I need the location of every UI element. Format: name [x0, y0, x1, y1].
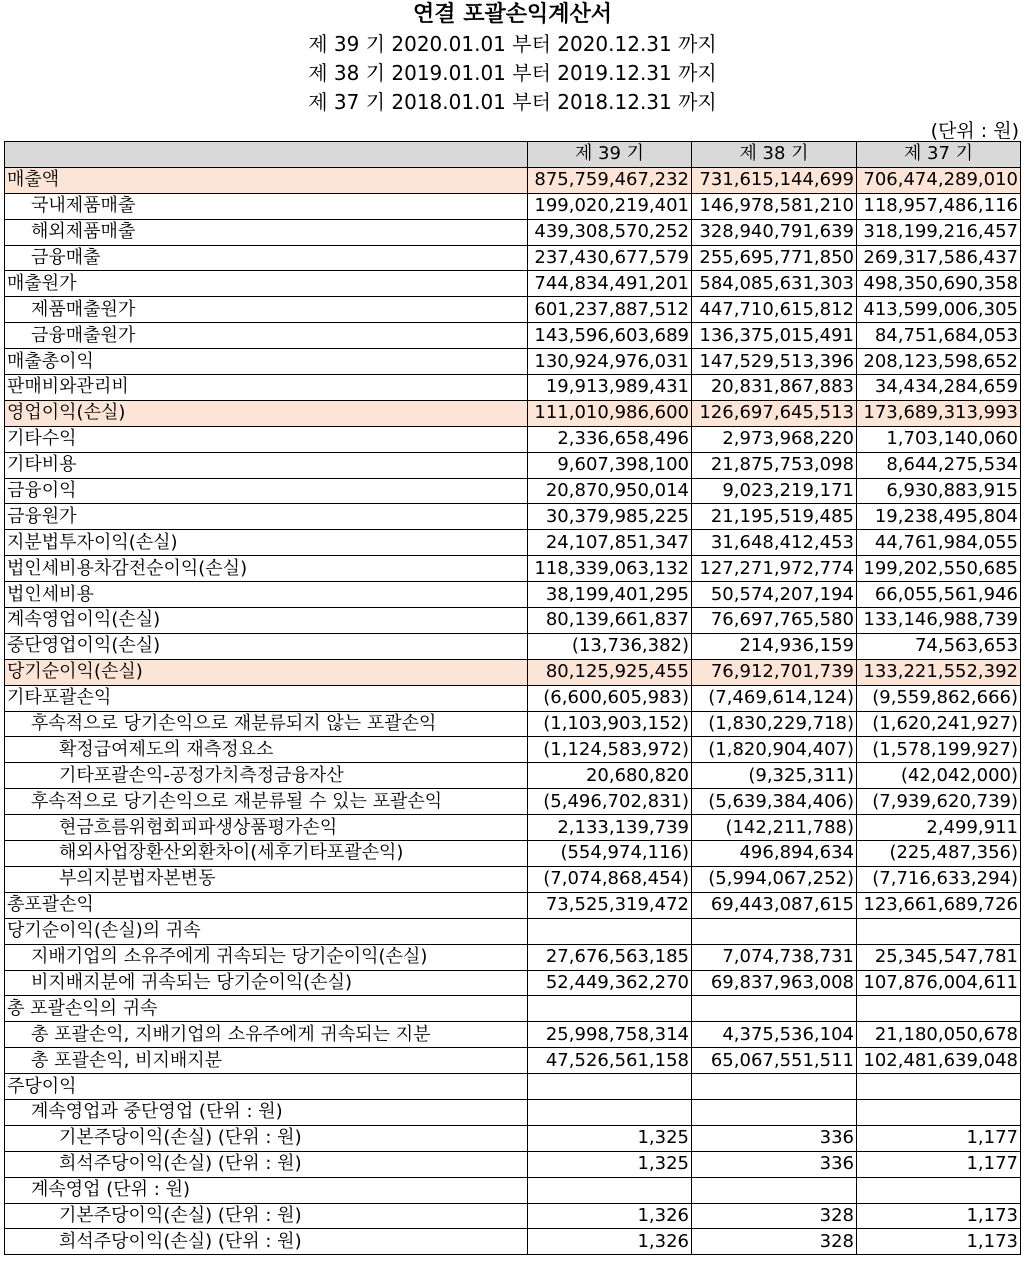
row-value [692, 918, 857, 944]
table-row [5, 633, 1021, 659]
row-value: 199,020,219,401 [528, 193, 692, 219]
row-value: 21,875,753,098 [692, 452, 857, 478]
row-value: 50,574,207,194 [692, 582, 857, 608]
row-label: 주당이익 [5, 1074, 528, 1100]
row-label: 총포괄손익 [5, 892, 528, 918]
row-value: 133,221,552,392 [857, 659, 1021, 685]
row-value: (1,820,904,407) [692, 737, 857, 763]
row-value: 34,434,284,659 [857, 375, 1021, 401]
row-value: 80,139,661,837 [528, 608, 692, 634]
row-value: (6,600,605,983) [528, 685, 692, 711]
row-label: 부의지분법자본변동 [5, 866, 528, 892]
row-label: 현금흐름위험회피파생상품평가손익 [5, 815, 528, 841]
table-row [5, 297, 1021, 323]
table-row [5, 1125, 1021, 1151]
row-value: 7,074,738,731 [692, 944, 857, 970]
row-value: 208,123,598,652 [857, 349, 1021, 375]
row-value: (1,830,229,718) [692, 711, 857, 737]
row-label: 매출원가 [5, 271, 528, 297]
row-value: 74,563,653 [857, 633, 1021, 659]
row-value: 127,271,972,774 [692, 556, 857, 582]
row-value [857, 918, 1021, 944]
row-value: 328,940,791,639 [692, 219, 857, 245]
table-row [5, 1074, 1021, 1100]
row-label: 기본주당이익(손실) (단위 : 원) [5, 1125, 528, 1151]
table-row [5, 815, 1021, 841]
row-value: 744,834,491,201 [528, 271, 692, 297]
unit-label: (단위 : 원) [930, 120, 1019, 142]
table-row [5, 245, 1021, 271]
row-value: 439,308,570,252 [528, 219, 692, 245]
row-value: 65,067,551,511 [692, 1048, 857, 1074]
row-value: (5,496,702,831) [528, 789, 692, 815]
row-value: 19,238,495,804 [857, 504, 1021, 530]
row-value: 2,133,139,739 [528, 815, 692, 841]
row-value: (5,639,384,406) [692, 789, 857, 815]
row-value: 20,870,950,014 [528, 478, 692, 504]
row-value: 76,912,701,739 [692, 659, 857, 685]
row-label: 기타비용 [5, 452, 528, 478]
row-value: 269,317,586,437 [857, 245, 1021, 271]
table-row [5, 1177, 1021, 1203]
row-value [528, 918, 692, 944]
row-label: 제품매출원가 [5, 297, 528, 323]
row-value: 69,837,963,008 [692, 970, 857, 996]
table-row [5, 219, 1021, 245]
table-row [5, 659, 1021, 685]
row-value: 173,689,313,993 [857, 400, 1021, 426]
row-label: 비지배지분에 귀속되는 당기순이익(손실) [5, 970, 528, 996]
table-row [5, 608, 1021, 634]
row-value: (1,124,583,972) [528, 737, 692, 763]
row-value: 20,831,867,883 [692, 375, 857, 401]
row-value: 27,676,563,185 [528, 944, 692, 970]
row-value: 25,998,758,314 [528, 1022, 692, 1048]
row-value: 2,499,911 [857, 815, 1021, 841]
row-label: 해외제품매출 [5, 219, 528, 245]
row-label: 매출총이익 [5, 349, 528, 375]
period-line: 제 37 기 2018.01.01 부터 2018.12.31 까지 [308, 90, 717, 114]
row-value [857, 1099, 1021, 1125]
row-value: 84,751,684,053 [857, 323, 1021, 349]
row-value: 706,474,289,010 [857, 167, 1021, 193]
statement-title: 연결 포괄손익계산서 [413, 2, 612, 27]
row-value: 130,924,976,031 [528, 349, 692, 375]
row-value [692, 996, 857, 1022]
row-value: 336 [692, 1151, 857, 1177]
table-row [5, 375, 1021, 401]
row-value: (1,578,199,927) [857, 737, 1021, 763]
row-value: 1,326 [528, 1203, 692, 1229]
row-value: 447,710,615,812 [692, 297, 857, 323]
row-value [857, 1074, 1021, 1100]
row-value [528, 1177, 692, 1203]
table-row [5, 944, 1021, 970]
row-value: 9,023,219,171 [692, 478, 857, 504]
row-value: 1,173 [857, 1229, 1021, 1255]
table-row [5, 1022, 1021, 1048]
row-value: 111,010,986,600 [528, 400, 692, 426]
row-value: 1,325 [528, 1125, 692, 1151]
row-value [528, 1074, 692, 1100]
row-label: 기타포괄손익 [5, 685, 528, 711]
row-value: 237,430,677,579 [528, 245, 692, 271]
row-value: 30,379,985,225 [528, 504, 692, 530]
row-value: 1,173 [857, 1203, 1021, 1229]
row-label: 법인세비용차감전순이익(손실) [5, 556, 528, 582]
row-label: 기타포괄손익-공정가치측정금융자산 [5, 763, 528, 789]
row-label: 당기순이익(손실)의 귀속 [5, 918, 528, 944]
row-value: 2,336,658,496 [528, 426, 692, 452]
row-value: 47,526,561,158 [528, 1048, 692, 1074]
row-value: 133,146,988,739 [857, 608, 1021, 634]
header-cell-period-38: 제 38 기 [692, 142, 857, 168]
row-label: 후속적으로 당기손익으로 재분류될 수 있는 포괄손익 [5, 789, 528, 815]
row-value: 2,973,968,220 [692, 426, 857, 452]
table-row [5, 452, 1021, 478]
row-label: 지분법투자이익(손실) [5, 530, 528, 556]
row-value: 328 [692, 1203, 857, 1229]
row-value: (142,211,788) [692, 815, 857, 841]
table-row [5, 426, 1021, 452]
row-value: 731,615,144,699 [692, 167, 857, 193]
row-value: 25,345,547,781 [857, 944, 1021, 970]
row-value [692, 1099, 857, 1125]
table-row [5, 866, 1021, 892]
income-statement-table [4, 141, 1021, 1255]
row-label: 확정급여제도의 재측정요소 [5, 737, 528, 763]
row-label: 총 포괄손익, 지배기업의 소유주에게 귀속되는 지분 [5, 1022, 528, 1048]
table-row [5, 167, 1021, 193]
row-value: 6,930,883,915 [857, 478, 1021, 504]
row-label: 당기순이익(손실) [5, 659, 528, 685]
row-value: 1,326 [528, 1229, 692, 1255]
period-line: 제 38 기 2019.01.01 부터 2019.12.31 까지 [308, 61, 717, 85]
row-value: 118,339,063,132 [528, 556, 692, 582]
row-label: 총 포괄손익의 귀속 [5, 996, 528, 1022]
table-row [5, 582, 1021, 608]
row-value: (7,939,620,739) [857, 789, 1021, 815]
row-label: 금융매출 [5, 245, 528, 271]
table-row [5, 556, 1021, 582]
row-label: 기타수익 [5, 426, 528, 452]
table-row [5, 711, 1021, 737]
table-row [5, 193, 1021, 219]
row-label: 기본주당이익(손실) (단위 : 원) [5, 1203, 528, 1229]
row-value [692, 1074, 857, 1100]
row-value: 31,648,412,453 [692, 530, 857, 556]
row-value: 1,325 [528, 1151, 692, 1177]
row-value: 1,177 [857, 1151, 1021, 1177]
row-value: 328 [692, 1229, 857, 1255]
header-cell-period-39: 제 39 기 [528, 142, 692, 168]
row-value: (554,974,116) [528, 841, 692, 867]
row-value: 76,697,765,580 [692, 608, 857, 634]
table-row [5, 478, 1021, 504]
table-row [5, 530, 1021, 556]
row-label: 국내제품매출 [5, 193, 528, 219]
row-value: 21,180,050,678 [857, 1022, 1021, 1048]
table-row [5, 1048, 1021, 1074]
table-row [5, 763, 1021, 789]
row-label: 금융원가 [5, 504, 528, 530]
row-value: 80,125,925,455 [528, 659, 692, 685]
row-value: 143,596,603,689 [528, 323, 692, 349]
row-value: (7,074,868,454) [528, 866, 692, 892]
table-row [5, 349, 1021, 375]
row-label: 계속영업이익(손실) [5, 608, 528, 634]
table-row [5, 400, 1021, 426]
row-value: (9,559,862,666) [857, 685, 1021, 711]
row-value: 584,085,631,303 [692, 271, 857, 297]
table-row [5, 737, 1021, 763]
row-label: 희석주당이익(손실) (단위 : 원) [5, 1151, 528, 1177]
row-value: 214,936,159 [692, 633, 857, 659]
row-value: (5,994,067,252) [692, 866, 857, 892]
row-value: (42,042,000) [857, 763, 1021, 789]
row-value: 107,876,004,611 [857, 970, 1021, 996]
table-body [5, 167, 1021, 1254]
row-value: 69,443,087,615 [692, 892, 857, 918]
table-row [5, 504, 1021, 530]
row-label: 금융이익 [5, 478, 528, 504]
row-value: 123,661,689,726 [857, 892, 1021, 918]
table-row [5, 970, 1021, 996]
row-value: 20,680,820 [528, 763, 692, 789]
row-label: 해외사업장환산외환차이(세후기타포괄손익) [5, 841, 528, 867]
row-value [692, 1177, 857, 1203]
row-value: 136,375,015,491 [692, 323, 857, 349]
period-line: 제 39 기 2020.01.01 부터 2020.12.31 까지 [308, 32, 717, 56]
row-label: 계속영업과 중단영업 (단위 : 원) [5, 1099, 528, 1125]
row-value: 126,697,645,513 [692, 400, 857, 426]
table-row [5, 918, 1021, 944]
row-value: (7,716,633,294) [857, 866, 1021, 892]
row-label: 매출액 [5, 167, 528, 193]
header-cell-label [5, 142, 528, 168]
row-value: 199,202,550,685 [857, 556, 1021, 582]
table-row [5, 789, 1021, 815]
table-row [5, 1151, 1021, 1177]
row-value: 52,449,362,270 [528, 970, 692, 996]
row-value: 66,055,561,946 [857, 582, 1021, 608]
row-label: 지배기업의 소유주에게 귀속되는 당기순이익(손실) [5, 944, 528, 970]
row-value: 102,481,639,048 [857, 1048, 1021, 1074]
row-label: 금융매출원가 [5, 323, 528, 349]
row-value: 1,177 [857, 1125, 1021, 1151]
table-row [5, 841, 1021, 867]
row-value: 413,599,006,305 [857, 297, 1021, 323]
row-value: (1,620,241,927) [857, 711, 1021, 737]
row-value [528, 1099, 692, 1125]
row-value [528, 996, 692, 1022]
row-value: 255,695,771,850 [692, 245, 857, 271]
row-label: 총 포괄손익, 비지배지분 [5, 1048, 528, 1074]
row-value: (1,103,903,152) [528, 711, 692, 737]
row-value: 318,199,216,457 [857, 219, 1021, 245]
row-value: 498,350,690,358 [857, 271, 1021, 297]
table-row [5, 1203, 1021, 1229]
row-label: 판매비와관리비 [5, 375, 528, 401]
table-row [5, 996, 1021, 1022]
row-label: 희석주당이익(손실) (단위 : 원) [5, 1229, 528, 1255]
row-value: 1,703,140,060 [857, 426, 1021, 452]
row-value: 147,529,513,396 [692, 349, 857, 375]
row-label: 영업이익(손실) [5, 400, 528, 426]
row-label: 법인세비용 [5, 582, 528, 608]
table-row [5, 892, 1021, 918]
statement-header [0, 0, 1025, 117]
row-value: 9,607,398,100 [528, 452, 692, 478]
row-value: (225,487,356) [857, 841, 1021, 867]
row-value [857, 996, 1021, 1022]
row-label: 계속영업 (단위 : 원) [5, 1177, 528, 1203]
row-value: 44,761,984,055 [857, 530, 1021, 556]
table-row [5, 685, 1021, 711]
table-row [5, 271, 1021, 297]
row-value: 496,894,634 [692, 841, 857, 867]
row-value: 336 [692, 1125, 857, 1151]
table-row [5, 1229, 1021, 1255]
row-value: 8,644,275,534 [857, 452, 1021, 478]
row-value: 146,978,581,210 [692, 193, 857, 219]
row-value: (9,325,311) [692, 763, 857, 789]
header-row [5, 142, 1021, 168]
row-value: 875,759,467,232 [528, 167, 692, 193]
row-value: 24,107,851,347 [528, 530, 692, 556]
row-value: 21,195,519,485 [692, 504, 857, 530]
table-row [5, 1099, 1021, 1125]
row-value: 73,525,319,472 [528, 892, 692, 918]
row-value: 19,913,989,431 [528, 375, 692, 401]
row-value: 601,237,887,512 [528, 297, 692, 323]
row-value: 4,375,536,104 [692, 1022, 857, 1048]
row-value: 118,957,486,116 [857, 193, 1021, 219]
row-label: 후속적으로 당기손익으로 재분류되지 않는 포괄손익 [5, 711, 528, 737]
table-row [5, 323, 1021, 349]
row-value: (13,736,382) [528, 633, 692, 659]
header-cell-period-37: 제 37 기 [857, 142, 1021, 168]
row-value [857, 1177, 1021, 1203]
row-value: 38,199,401,295 [528, 582, 692, 608]
row-label: 중단영업이익(손실) [5, 633, 528, 659]
row-value: (7,469,614,124) [692, 685, 857, 711]
